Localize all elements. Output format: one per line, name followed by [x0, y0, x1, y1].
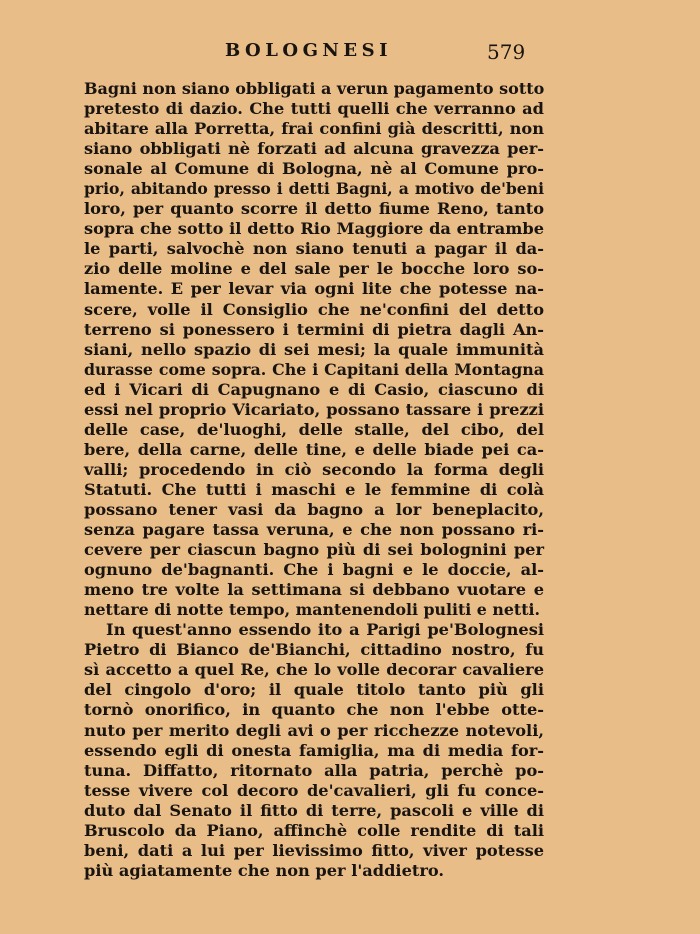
text-line: più agiatamente che non per l'addietro. — [84, 860, 445, 880]
text-line: loro, per quanto scorre il detto fiume Reno, tanto — [84, 199, 544, 219]
text-line: del cingolo d'oro; il quale titolo tanto più gli — [84, 680, 544, 700]
running-header — [0, 40, 700, 68]
text-line: scere, volle il Consiglio che ne'confini del detto — [84, 299, 544, 319]
text-line: possano tener vasi da bagno a lor beneplacito, — [84, 499, 544, 519]
text-line: abitare alla Porretta, frai confini già descritti, non — [84, 119, 544, 139]
running-title: BOLOGNESI — [225, 40, 393, 61]
text-line: bere, della carne, delle tine, e delle biade pei ca- — [84, 439, 544, 459]
text-line: tornò onorifico, in quanto che non l'ebbe otte- — [84, 700, 544, 720]
text-line: delle case, de'luoghi, delle stalle, del cibo, del — [84, 419, 544, 439]
text-line: nettare di notte tempo, mantenendoli puliti e netti. — [84, 600, 540, 620]
text-line: Pietro di Bianco de'Bianchi, cittadino nostro, fu — [84, 640, 544, 660]
text-line: essi nel proprio Vicariato, possano tassare i prezzi — [84, 399, 544, 419]
text-line: sì accetto a quel Re, che lo volle decorar cavaliere — [84, 660, 544, 680]
paragraph — [84, 620, 544, 881]
text-line: valli; procedendo in ciò secondo la forma degli — [84, 459, 544, 479]
text-line: siano obbligati nè forzati ad alcuna gravezza per- — [84, 139, 544, 159]
text-line: senza pagare tassa veruna, e che non possano ri- — [84, 520, 544, 540]
text-line: lamente. E per levar via ogni lite che potesse na- — [84, 279, 544, 299]
text-line: cevere per ciascun bagno più di sei bolognini per — [84, 540, 544, 560]
text-line: beni, dati a lui per lievissimo fitto, viver potesse — [84, 840, 544, 860]
body-text — [84, 79, 544, 881]
text-line: Bruscolo da Piano, affinchè colle rendite di tali — [84, 820, 544, 840]
text-line: meno tre volte la settimana si debbano vuotare e — [84, 580, 544, 600]
text-line: duto dal Senato il fitto di terre, pascoli e ville di — [84, 800, 544, 820]
text-line: nuto per merito degli avi o per ricchezze notevoli, — [84, 720, 544, 740]
text-line: terreno si ponessero i termini di pietra dagli An- — [84, 319, 544, 339]
text-line: essendo egli di onesta famiglia, ma di media for- — [84, 740, 544, 760]
text-line: tesse vivere col decoro de'cavalieri, gli fu conce- — [84, 780, 544, 800]
text-line: durasse come sopra. Che i Capitani della Montagna — [84, 359, 544, 379]
text-line: pretesto di dazio. Che tutti quelli che verranno ad — [84, 99, 544, 119]
text-line: ognuno de'bagnanti. Che i bagni e le doccie, al- — [84, 560, 544, 580]
text-line: In quest'anno essendo ito a Parigi pe'Bolognesi — [106, 620, 544, 640]
text-line: prio, abitando presso i detti Bagni, a motivo de'beni — [84, 179, 544, 199]
paragraph — [84, 79, 544, 620]
page-number: 579 — [487, 40, 526, 64]
text-line: zio delle moline e del sale per le bocche loro so- — [84, 259, 544, 279]
text-line: Bagni non siano obbligati a verun pagamento sotto — [84, 79, 545, 98]
text-line: Statuti. Che tutti i maschi e le femmine di colà — [84, 479, 544, 499]
text-line: sopra che sotto il detto Rio Maggiore da entrambe — [84, 219, 544, 239]
text-line: siani, nello spazio di sei mesi; la quale immunità — [84, 339, 544, 359]
text-line: le parti, salvochè non siano tenuti a pagar il da- — [84, 239, 544, 259]
text-line: sonale al Comune di Bologna, nè al Comune pro- — [84, 159, 544, 179]
text-line: ed i Vicari di Capugnano e di Casio, ciascuno di — [84, 379, 544, 399]
text-line: tuna. Diffatto, ritornato alla patria, perchè po- — [84, 760, 544, 780]
